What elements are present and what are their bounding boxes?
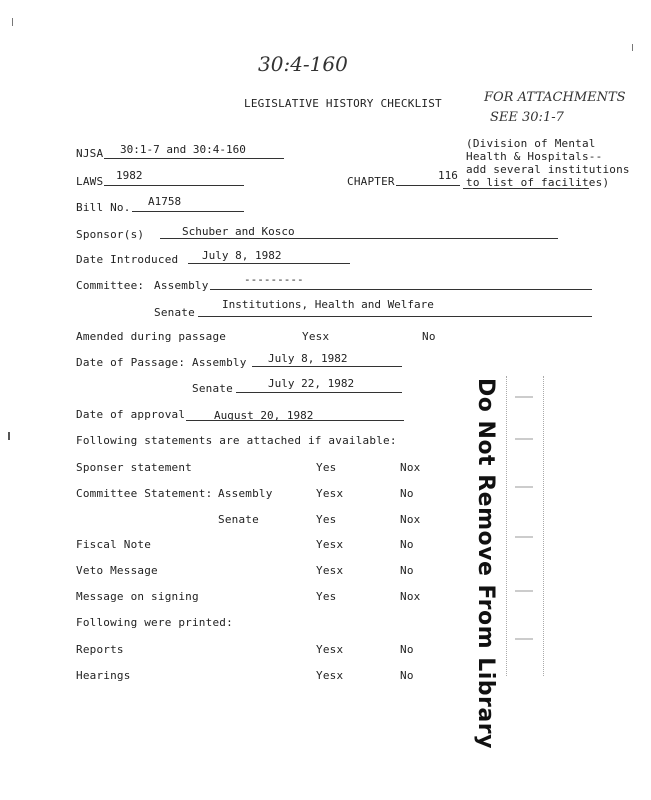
sponsors-label: Sponsor(s) — [76, 228, 145, 241]
row-yes: Yes — [316, 590, 337, 603]
passage-label: Date of Passage: — [76, 356, 186, 369]
date-introduced-label: Date Introduced — [76, 253, 179, 266]
passage-senate-underline — [236, 392, 402, 393]
scan-speck — [8, 432, 10, 440]
committee-senate-underline — [198, 316, 592, 317]
faded-mark — [515, 638, 533, 640]
passage-senate-value: July 22, 1982 — [268, 377, 355, 390]
row-no: No — [400, 564, 414, 577]
row-no: No — [400, 487, 414, 500]
printed-row-no: No — [400, 643, 414, 656]
chapter-label: CHAPTER — [347, 175, 395, 188]
library-stamp-faded-border — [506, 376, 544, 676]
committee-assembly-label: Assembly — [154, 279, 209, 292]
chapter-note-line: Health & Hospitals-- — [466, 150, 603, 163]
passage-senate-label: Senate — [192, 382, 233, 395]
row-label: Fiscal Note — [76, 538, 152, 551]
sponsors-value: Schuber and Kosco — [182, 225, 295, 238]
approval-value: August 20, 1982 — [214, 409, 314, 422]
bill-underline — [132, 211, 244, 212]
chapter-note-line: add several institutions — [466, 163, 630, 176]
committee-label: Committee: — [76, 279, 145, 292]
amended-yes: Yesx — [302, 330, 330, 343]
handwritten-file-number: 30:4-160 — [258, 52, 348, 76]
amended-label: Amended during passage — [76, 330, 227, 343]
printed-row-label: Hearings — [76, 669, 131, 682]
handwritten-note-line2: SEE 30:1-7 — [490, 110, 564, 125]
document-title: LEGISLATIVE HISTORY CHECKLIST — [244, 97, 442, 110]
row-yes: Yesx — [316, 538, 344, 551]
printed-row-no: No — [400, 669, 414, 682]
committee-senate-label: Senate — [154, 306, 195, 319]
bill-label: Bill No. — [76, 201, 131, 214]
laws-value: 1982 — [116, 169, 143, 182]
njsa-label: NJSA — [76, 147, 104, 160]
row-label: Veto Message — [76, 564, 158, 577]
row-no: Nox — [400, 513, 421, 526]
row-no: No — [400, 538, 414, 551]
handwritten-note-line1: FOR ATTACHMENTS — [484, 90, 626, 105]
njsa-value: 30:1-7 and 30:4-160 — [120, 143, 246, 156]
laws-underline — [104, 185, 244, 186]
faded-mark — [515, 590, 533, 592]
row-no: Nox — [400, 461, 421, 474]
njsa-underline — [104, 158, 284, 159]
library-stamp — [466, 378, 500, 749]
row-sub: Senate — [218, 513, 259, 526]
sponsors-underline — [160, 238, 558, 239]
scan-speck — [12, 18, 13, 26]
faded-mark — [515, 486, 533, 488]
laws-label: LAWS — [76, 175, 104, 188]
row-sub: Assembly — [218, 487, 273, 500]
row-yes: Yes — [316, 513, 337, 526]
date-introduced-value: July 8, 1982 — [202, 249, 282, 262]
committee-senate-value: Institutions, Health and Welfare — [222, 298, 434, 311]
library-stamp-text: Do Not Remove From Library — [473, 378, 498, 749]
committee-assembly-underline — [210, 289, 592, 290]
printed-row-yes: Yesx — [316, 669, 344, 682]
row-label: Message on signing — [76, 590, 199, 603]
scan-speck — [632, 44, 633, 51]
approval-label: Date of approval — [76, 408, 186, 421]
row-yes: Yesx — [316, 564, 344, 577]
committee-assembly-value: --------- — [244, 273, 304, 286]
passage-assembly-label: Assembly — [192, 356, 247, 369]
chapter-note-underline — [463, 188, 589, 189]
bill-value: A1758 — [148, 195, 182, 208]
date-introduced-underline — [188, 263, 350, 264]
faded-mark — [515, 536, 533, 538]
passage-assembly-value: July 8, 1982 — [268, 352, 348, 365]
row-yes: Yes — [316, 461, 337, 474]
following-attached-heading: Following statements are attached if available: — [76, 434, 397, 447]
row-no: Nox — [400, 590, 421, 603]
approval-underline — [186, 420, 404, 421]
row-label: Sponser statement — [76, 461, 192, 474]
row-label: Committee Statement: — [76, 487, 213, 500]
printed-row-yes: Yesx — [316, 643, 344, 656]
chapter-value: 116 — [438, 169, 458, 182]
faded-mark — [515, 438, 533, 440]
chapter-underline — [396, 185, 460, 186]
chapter-note — [466, 137, 630, 189]
amended-no: No — [422, 330, 436, 343]
row-yes: Yesx — [316, 487, 344, 500]
chapter-note-line: (Division of Mental — [466, 137, 596, 150]
following-printed-heading: Following were printed: — [76, 616, 233, 629]
printed-row-label: Reports — [76, 643, 124, 656]
passage-assembly-underline — [252, 366, 402, 367]
faded-mark — [515, 396, 533, 398]
chapter-note-line: to list of facilites) — [466, 176, 610, 189]
